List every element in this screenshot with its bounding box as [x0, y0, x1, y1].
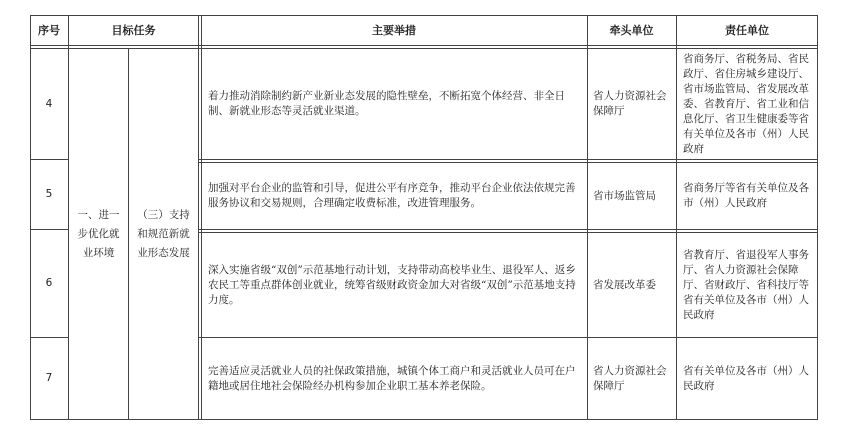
row-measure: 着力推动消除制约新产业新业态发展的隐性壁垒，不断拓宽个体经营、非全日制、新就业形态等灵活就业渠道。: [208, 90, 565, 117]
row-resp: 省教育厅、省退役军人事务厅、省人力资源社会保障厅、省财政厅、省科技厅等省有关单位及各市（州）人民政府: [683, 248, 809, 321]
policy-table: [30, 15, 818, 420]
goal-sub-cell: （三）支持和规范新就业形态发展: [137, 209, 190, 259]
row-measure: 完善适应灵活就业人员的社保政策措施，城镇个体工商户和灵活就业人员可在户籍地或居住地社会保险经办机构参加企业职工基本养老保险。: [208, 364, 576, 392]
row-lead-cell: 省发展改革委: [593, 278, 656, 291]
header-resp: 责任单位: [725, 24, 769, 37]
row-lead-cell: 省人力资源社会保障厅: [593, 90, 667, 117]
row-line-1: [198, 159, 818, 160]
header-measures: 主要举措: [372, 24, 416, 37]
row-measure: 深入实施省级“双创”示范基地行动计划，支持带动高校毕业生、退役军人、返乡农民工等重点群体创业就业，统筹省级财政资金加大对省级“双创”示范基地支持力度。: [208, 263, 576, 306]
row-resp: 省商务厅等省有关单位及各市（州）人民政府: [683, 182, 809, 209]
header-goal: 目标任务: [111, 24, 156, 37]
header-lead: 牵头单位: [609, 24, 654, 37]
col-line-goal: [198, 15, 199, 420]
row-lead-cell: 省人力资源社会保障厅: [593, 364, 667, 392]
row-seq: 5: [45, 188, 53, 200]
row-seq: 4: [45, 97, 53, 110]
row-lead-cell: 省市场监管局: [593, 189, 656, 202]
row-resp: 省商务厅、省税务局、省民政厅、省住房城乡建设厅、省市场监管局、省发展改革委、省教育厅、省工业和信息化厅、省卫生健康委等省有关单位及各市（州）人民政府: [683, 52, 809, 155]
row-measure: 加强对平台企业的监管和引导，促进公平有序竞争，推动平台企业依法依规完善服务协议和交易规则，合理确定收费标准，改进管理服务。: [208, 182, 576, 209]
header-seq: 序号: [38, 24, 60, 37]
row-line-2: [198, 229, 818, 230]
row-seq: 6: [45, 277, 53, 289]
row-resp: 省有关单位及各市（州）人民政府: [683, 364, 809, 392]
row-seq: 7: [45, 372, 53, 384]
goal-main-cell: 一、进一步优化就业环境: [77, 209, 120, 259]
